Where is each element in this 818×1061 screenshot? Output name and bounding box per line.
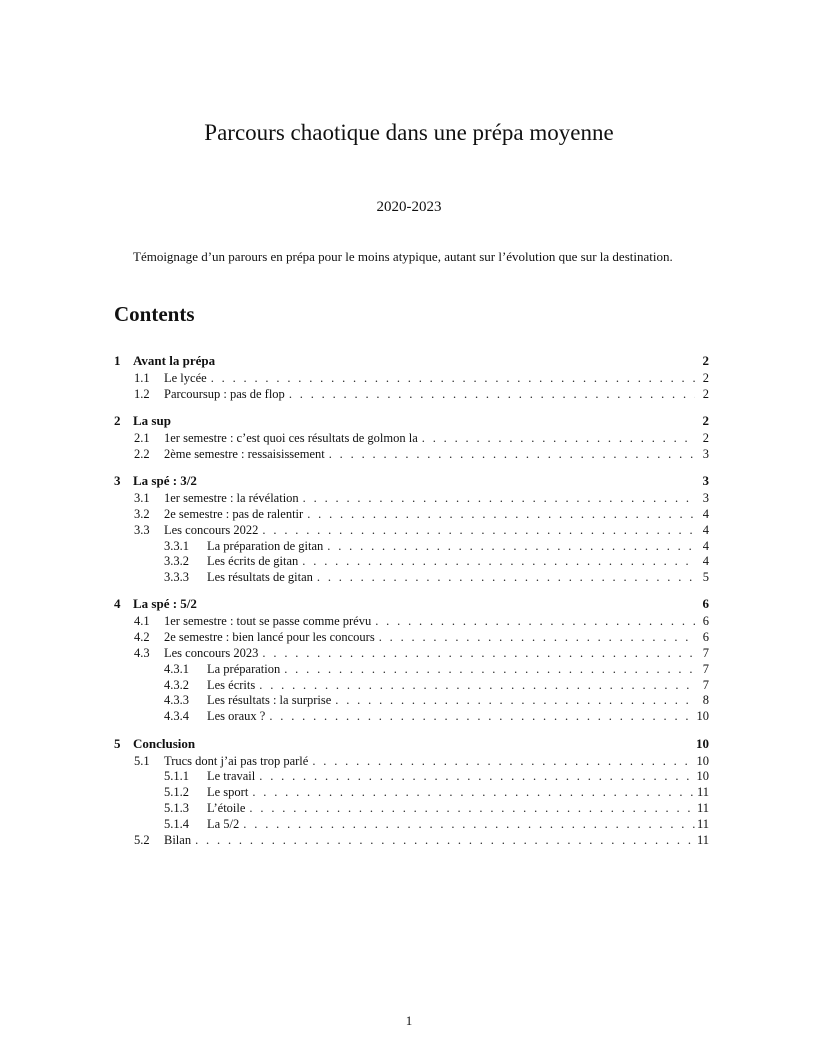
toc-entry-number: 5.2 [134, 832, 150, 847]
toc-entry-number: 4.2 [134, 630, 150, 645]
toc-entry-number: 5.1 [134, 753, 150, 768]
toc-entry-title: Les résultats : la surprise [207, 693, 332, 708]
toc-entry-number: 2.1 [134, 431, 150, 446]
toc-entry[interactable] [114, 473, 709, 491]
toc-dot-leader [258, 646, 695, 661]
toc-dot-leader [323, 539, 695, 554]
toc-entry-title: 1er semestre : la révélation [164, 491, 299, 506]
toc-dot-leader [265, 709, 695, 724]
toc-entry-number: 5 [114, 735, 121, 751]
toc-entry-title: Trucs dont j’ai pas trop parlé [164, 753, 309, 768]
toc-entry-number: 4.3.2 [164, 677, 189, 692]
toc-dot-leader [299, 491, 695, 506]
toc-entry-page: 6 [702, 630, 709, 645]
toc-entry-title: Le lycée [164, 371, 207, 385]
toc-entry[interactable] [114, 554, 709, 570]
toc-entry-page: 3 [702, 491, 709, 506]
toc-entry-title: La préparation de gitan [207, 538, 324, 553]
toc-entry[interactable] [114, 785, 709, 801]
toc-dot-leader [248, 785, 695, 800]
toc-dot-leader [255, 678, 695, 693]
toc-dot-leader [418, 431, 695, 446]
toc-entry-page: 11 [696, 785, 709, 800]
toc-entry-title: 2e semestre : bien lancé pour les concours [164, 630, 375, 645]
toc-entry[interactable] [114, 491, 709, 507]
toc-entry[interactable] [114, 447, 709, 463]
toc-entry-title: Les résultats de gitan [207, 570, 313, 585]
toc-entry-title: La 5/2 [207, 816, 240, 831]
toc-entry[interactable] [114, 736, 709, 754]
toc-dot-leader [285, 387, 695, 402]
toc-entry-number: 2.2 [134, 446, 150, 461]
toc-dot-leader [255, 769, 695, 784]
toc-entry[interactable] [114, 523, 709, 539]
toc-entry-page: 2 [702, 431, 709, 446]
toc-entry[interactable] [114, 431, 709, 447]
table-of-contents [114, 353, 709, 848]
abstract: Témoignage d’un parours en prépa pour le moins atypique, autant sur l’évolution que sur la destination. [133, 249, 673, 264]
toc-entry-number: 1.2 [134, 386, 150, 401]
toc-entry-title: La spé : 3/2 [133, 473, 197, 489]
toc-entry-number: 3.3.3 [164, 570, 189, 585]
toc-entry-page: 5 [702, 570, 709, 585]
toc-entry[interactable] [114, 371, 709, 387]
toc-entry-number: 4.3.3 [164, 693, 189, 708]
toc-entry-title: 2ème semestre : ressaisissement [164, 446, 325, 461]
toc-entry-title: Conclusion [133, 735, 196, 751]
toc-entry-page: 4 [702, 554, 709, 569]
toc-entry-number: 1 [114, 353, 121, 368]
toc-entry[interactable] [114, 817, 709, 833]
toc-entry-number: 5.1.2 [164, 785, 189, 800]
toc-entry-page: 4 [702, 538, 709, 553]
toc-entry-number: 1.1 [134, 371, 150, 385]
toc-entry-page: 6 [702, 614, 709, 629]
toc-entry-title: 2e semestre : pas de ralentir [164, 506, 304, 521]
toc-entry[interactable] [114, 801, 709, 817]
toc-entry-page: 4 [702, 506, 709, 521]
toc-entry-title: 1er semestre : c’est quoi ces résultats de golmon la [164, 431, 418, 446]
toc-dot-leader [239, 817, 695, 832]
toc-entry-number: 5.1.3 [164, 800, 189, 815]
toc-entry-number: 4 [114, 596, 121, 612]
page-number: 1 [405, 1013, 413, 1028]
toc-dot-leader [280, 662, 695, 677]
document-title: Parcours chaotique dans une prépa moyenne [204, 120, 614, 145]
toc-entry[interactable] [114, 413, 709, 431]
toc-entry[interactable] [114, 678, 709, 694]
toc-entry-page: 3 [702, 473, 709, 489]
toc-entry-title: Le travail [207, 769, 256, 784]
toc-entry-page: 3 [702, 446, 709, 461]
toc-entry-page: 6 [702, 596, 709, 612]
toc-entry[interactable] [114, 833, 709, 849]
toc-entry-page: 11 [696, 832, 709, 847]
toc-entry-title: La préparation [207, 661, 281, 676]
toc-entry-page: 11 [696, 816, 709, 831]
toc-entry-title: L’étoile [207, 800, 246, 815]
toc-entry-page: 7 [702, 661, 709, 676]
toc-entry-page: 2 [702, 413, 709, 429]
toc-entry-title: Parcoursup : pas de flop [164, 386, 285, 401]
toc-entry-page: 10 [696, 709, 709, 724]
toc-entry[interactable] [114, 662, 709, 678]
toc-entry-title: Avant la prépa [133, 353, 216, 368]
contents-heading: Contents [114, 302, 195, 326]
toc-entry-page: 8 [702, 693, 709, 708]
document-date: 2020-2023 [376, 199, 442, 215]
toc-entry[interactable] [114, 507, 709, 523]
toc-entry-page: 10 [696, 769, 709, 784]
toc-entry[interactable] [114, 709, 709, 725]
toc-entry-page: 2 [702, 353, 709, 368]
toc-entry-number: 3 [114, 473, 121, 489]
toc-dot-leader [325, 447, 695, 462]
toc-entry[interactable] [114, 630, 709, 646]
toc-dot-leader [308, 754, 695, 769]
toc-dot-leader [245, 801, 695, 816]
toc-entry-page: 4 [702, 522, 709, 537]
toc-entry-number: 3.1 [134, 491, 150, 506]
toc-entry-title: Les concours 2023 [164, 646, 259, 661]
toc-entry-page: 10 [696, 753, 709, 768]
toc-entry-title: Les écrits [207, 677, 256, 692]
toc-entry-page: 7 [702, 677, 709, 692]
toc-entry[interactable] [114, 769, 709, 785]
toc-entry[interactable] [114, 754, 709, 770]
toc-entry-number: 3.3 [134, 522, 150, 537]
toc-entry-title: Les concours 2022 [164, 522, 259, 537]
toc-entry-title: Les oraux ? [207, 709, 266, 724]
toc-dot-leader [258, 523, 695, 538]
toc-entry-page: 7 [702, 646, 709, 661]
toc-entry-number: 4.3.1 [164, 661, 189, 676]
toc-entry-page: 2 [702, 386, 709, 401]
toc-entry-number: 5.1.1 [164, 769, 189, 784]
toc-entry-number: 4.1 [134, 614, 150, 629]
toc-entry-number: 5.1.4 [164, 816, 189, 831]
toc-entry-page: 10 [696, 735, 709, 751]
toc-dot-leader [313, 570, 695, 585]
toc-dot-leader [303, 507, 695, 522]
toc-entry[interactable] [114, 646, 709, 662]
toc-entry-page: 11 [696, 800, 709, 815]
toc-entry[interactable] [114, 539, 709, 555]
toc-entry[interactable] [114, 596, 709, 614]
toc-entry[interactable] [114, 387, 709, 403]
toc-dot-leader [331, 693, 695, 708]
toc-dot-leader [298, 554, 695, 569]
toc-entry-title: Le sport [207, 785, 249, 800]
toc-entry-title: Les écrits de gitan [207, 554, 299, 569]
toc-dot-leader [191, 833, 695, 848]
toc-entry[interactable] [114, 570, 709, 586]
toc-entry-page: 2 [702, 371, 709, 385]
toc-entry-number: 3.3.2 [164, 554, 189, 569]
toc-entry-title: Bilan [164, 832, 192, 847]
toc-entry-number: 2 [114, 413, 121, 429]
toc-dot-leader [371, 614, 695, 629]
toc-entry[interactable] [114, 614, 709, 630]
toc-entry-number: 3.3.1 [164, 538, 189, 553]
toc-entry-title: La spé : 5/2 [133, 596, 197, 612]
toc-entry-number: 4.3 [134, 646, 150, 661]
toc-entry[interactable] [114, 353, 709, 371]
toc-entry-title: La sup [133, 413, 171, 429]
toc-entry[interactable] [114, 693, 709, 709]
toc-dot-leader [375, 630, 695, 645]
toc-dot-leader [207, 371, 695, 386]
toc-entry-number: 3.2 [134, 506, 150, 521]
toc-entry-title: 1er semestre : tout se passe comme prévu [164, 614, 372, 629]
toc-entry-number: 4.3.4 [164, 709, 189, 724]
